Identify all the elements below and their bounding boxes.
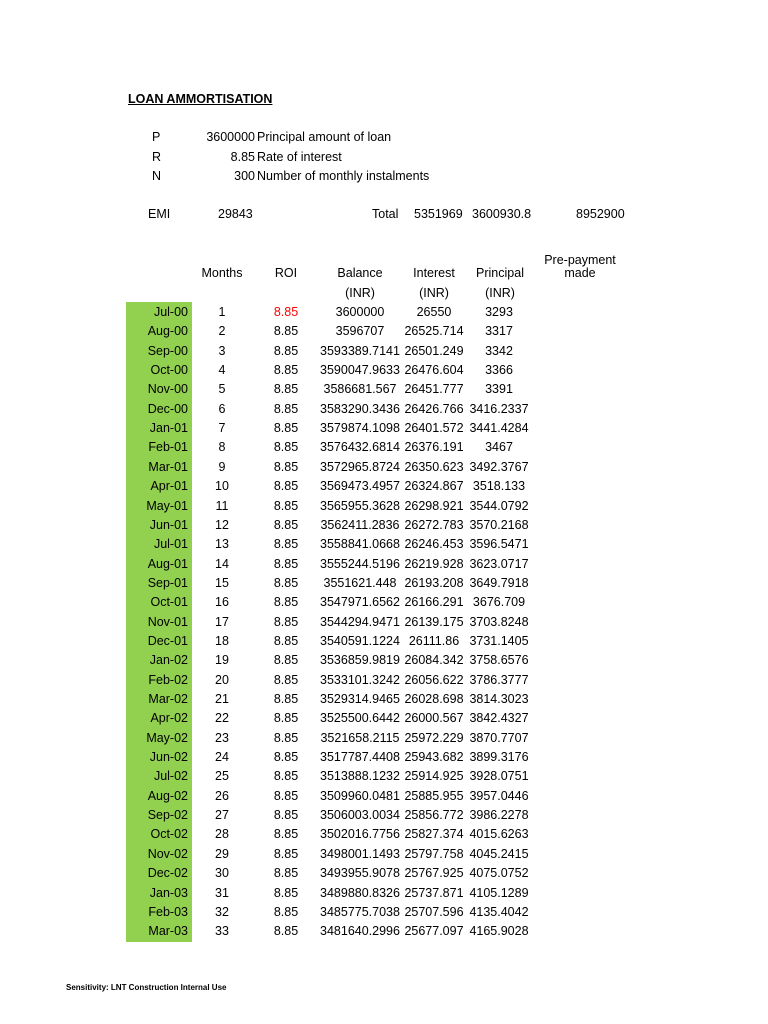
header-interest: Interest — [413, 266, 455, 280]
month-cell: Jun-02 — [149, 750, 188, 764]
month-cell: Mar-01 — [148, 460, 188, 474]
total-interest: 5351969 — [414, 207, 463, 221]
balance-cell: 3513888.1232 — [320, 769, 400, 783]
principal-cell: 3814.3023 — [469, 692, 529, 706]
month-number-cell: 13 — [215, 537, 229, 551]
roi-cell: 8.85 — [273, 402, 299, 416]
roi-cell: 8.85 — [273, 673, 299, 687]
principal-cell: 3317 — [485, 324, 513, 338]
balance-cell: 3489880.8326 — [320, 886, 400, 900]
header-principal-unit: (INR) — [485, 286, 515, 300]
roi-cell: 8.85 — [273, 866, 299, 880]
principal-cell: 3416.2337 — [469, 402, 529, 416]
interest-cell: 26550 — [416, 305, 452, 319]
param-value-r: 8.85 — [230, 150, 255, 164]
param-desc-r: Rate of interest — [257, 150, 342, 164]
header-interest-unit: (INR) — [419, 286, 449, 300]
month-number-cell: 31 — [215, 886, 229, 900]
roi-cell: 8.85 — [273, 731, 299, 745]
document-title: LOAN AMMORTISATION — [128, 92, 273, 106]
interest-cell: 25856.772 — [404, 808, 464, 822]
month-cell: Nov-02 — [147, 847, 188, 861]
month-cell: Oct-00 — [150, 363, 188, 377]
principal-cell: 3703.8248 — [469, 615, 529, 629]
balance-cell: 3502016.7756 — [320, 827, 400, 841]
month-number-cell: 5 — [218, 382, 226, 396]
interest-cell: 26350.623 — [404, 460, 464, 474]
month-cell: Jun-01 — [149, 518, 188, 532]
month-cell: Dec-02 — [147, 866, 188, 880]
interest-cell: 26476.604 — [404, 363, 464, 377]
interest-cell: 26525.714 — [404, 324, 464, 338]
roi-cell: 8.85 — [273, 421, 299, 435]
interest-cell: 26028.698 — [404, 692, 464, 706]
principal-cell: 3492.3767 — [469, 460, 529, 474]
roi-cell: 8.85 — [273, 827, 299, 841]
principal-cell: 4015.6263 — [469, 827, 529, 841]
header-months: Months — [201, 266, 243, 280]
interest-cell: 26111.86 — [408, 634, 460, 648]
month-number-cell: 7 — [218, 421, 226, 435]
principal-cell: 3731.1405 — [469, 634, 529, 648]
month-number-cell: 29 — [215, 847, 229, 861]
month-number-cell: 27 — [215, 808, 229, 822]
roi-cell: 8.85 — [273, 634, 299, 648]
roi-cell: 8.85 — [273, 382, 299, 396]
month-cell: Jan-01 — [149, 421, 188, 435]
total-principal: 3600930.8 — [472, 207, 532, 221]
principal-cell: 3570.2168 — [469, 518, 529, 532]
interest-cell: 26401.572 — [404, 421, 464, 435]
total-sum: 8952900 — [576, 207, 625, 221]
principal-cell: 3342 — [485, 344, 513, 358]
interest-cell: 25737.871 — [404, 886, 464, 900]
roi-cell: 8.85 — [273, 711, 299, 725]
param-key-p: P — [152, 130, 161, 144]
principal-cell: 3467 — [485, 440, 513, 454]
roi-cell: 8.85 — [273, 576, 299, 590]
month-number-cell: 9 — [218, 460, 226, 474]
principal-cell: 3928.0751 — [469, 769, 529, 783]
roi-cell: 8.85 — [273, 847, 299, 861]
balance-cell: 3525500.6442 — [320, 711, 400, 725]
month-number-cell: 21 — [215, 692, 229, 706]
month-number-cell: 17 — [215, 615, 229, 629]
roi-cell: 8.85 — [273, 499, 299, 513]
month-cell: Feb-02 — [148, 673, 188, 687]
interest-cell: 25677.097 — [404, 924, 464, 938]
balance-cell: 3565955.3628 — [320, 499, 400, 513]
interest-cell: 26056.622 — [404, 673, 464, 687]
month-number-cell: 22 — [215, 711, 229, 725]
month-cell: Sep-01 — [147, 576, 188, 590]
balance-cell: 3596707 — [335, 324, 385, 338]
interest-cell: 26376.191 — [404, 440, 464, 454]
principal-cell: 4165.9028 — [469, 924, 529, 938]
month-number-cell: 24 — [215, 750, 229, 764]
principal-cell: 4075.0752 — [469, 866, 529, 880]
roi-cell: 8.85 — [273, 537, 299, 551]
month-cell: Aug-02 — [147, 789, 188, 803]
balance-cell: 3506003.0034 — [320, 808, 400, 822]
month-cell: Nov-01 — [147, 615, 188, 629]
principal-cell: 4045.2415 — [469, 847, 529, 861]
header-balance-unit: (INR) — [345, 286, 375, 300]
interest-cell: 26166.291 — [404, 595, 464, 609]
month-cell: May-02 — [146, 731, 188, 745]
month-number-cell: 25 — [215, 769, 229, 783]
month-number-cell: 2 — [218, 324, 226, 338]
principal-cell: 3366 — [485, 363, 513, 377]
month-cell: Mar-02 — [148, 692, 188, 706]
header-roi: ROI — [274, 266, 298, 280]
interest-cell: 25797.758 — [404, 847, 464, 861]
month-number-cell: 12 — [215, 518, 229, 532]
interest-cell: 25767.925 — [404, 866, 464, 880]
month-cell: Aug-01 — [147, 557, 188, 571]
principal-cell: 3786.3777 — [469, 673, 529, 687]
month-cell: Jan-03 — [149, 886, 188, 900]
principal-cell: 3649.7918 — [469, 576, 529, 590]
month-number-cell: 3 — [218, 344, 226, 358]
balance-cell: 3493955.9078 — [320, 866, 400, 880]
balance-cell: 3562411.2836 — [320, 518, 400, 532]
principal-cell: 3596.5471 — [469, 537, 529, 551]
principal-cell: 3842.4327 — [469, 711, 529, 725]
month-number-cell: 8 — [218, 440, 226, 454]
month-number-cell: 4 — [218, 363, 226, 377]
interest-cell: 25885.955 — [404, 789, 464, 803]
balance-cell: 3569473.4957 — [320, 479, 400, 493]
interest-cell: 26246.453 — [404, 537, 464, 551]
balance-cell: 3536859.9819 — [320, 653, 400, 667]
roi-cell: 8.85 — [273, 789, 299, 803]
principal-cell: 3899.3176 — [469, 750, 529, 764]
month-cell: Jul-00 — [153, 305, 188, 319]
interest-cell: 26451.777 — [404, 382, 464, 396]
balance-cell: 3529314.9465 — [320, 692, 400, 706]
month-number-cell: 1 — [218, 305, 226, 319]
interest-cell: 26139.175 — [404, 615, 464, 629]
principal-cell: 3293 — [485, 305, 513, 319]
param-value-p: 3600000 — [206, 130, 255, 144]
month-cell: Mar-03 — [148, 924, 188, 938]
principal-cell: 3623.0717 — [469, 557, 529, 571]
principal-cell: 3986.2278 — [469, 808, 529, 822]
roi-cell: 8.85 — [273, 924, 299, 938]
param-key-n: N — [152, 169, 162, 183]
param-key-r: R — [152, 150, 162, 164]
principal-cell: 3518.133 — [472, 479, 526, 493]
month-number-cell: 28 — [215, 827, 229, 841]
principal-cell: 3676.709 — [472, 595, 526, 609]
roi-cell: 8.85 — [273, 324, 299, 338]
month-cell: Jan-02 — [149, 653, 188, 667]
interest-cell: 26000.567 — [404, 711, 464, 725]
balance-cell: 3555244.5196 — [320, 557, 400, 571]
month-number-cell: 18 — [215, 634, 229, 648]
month-number-cell: 11 — [215, 499, 229, 513]
roi-cell: 8.85 — [273, 557, 299, 571]
principal-cell: 3544.0792 — [469, 499, 529, 513]
balance-cell: 3498001.1493 — [320, 847, 400, 861]
month-number-cell: 32 — [215, 905, 229, 919]
interest-cell: 25972.229 — [404, 731, 464, 745]
month-cell: Aug-00 — [147, 324, 188, 338]
balance-cell: 3521658.2115 — [320, 731, 400, 745]
roi-cell: 8.85 — [273, 905, 299, 919]
balance-cell: 3558841.0668 — [320, 537, 400, 551]
interest-cell: 25914.925 — [404, 769, 464, 783]
interest-cell: 25707.596 — [404, 905, 464, 919]
roi-cell: 8.85 — [273, 479, 299, 493]
month-number-cell: 33 — [215, 924, 229, 938]
interest-cell: 25943.682 — [404, 750, 464, 764]
balance-cell: 3600000 — [335, 305, 385, 319]
balance-cell: 3485775.7038 — [320, 905, 400, 919]
interest-cell: 26501.249 — [404, 344, 464, 358]
balance-cell: 3583290.3436 — [320, 402, 400, 416]
balance-cell: 3576432.6814 — [320, 440, 400, 454]
principal-cell: 3758.6576 — [469, 653, 529, 667]
interest-cell: 26426.766 — [404, 402, 464, 416]
sensitivity-footer: Sensitivity: LNT Construction Internal Use — [66, 983, 227, 992]
month-cell: Apr-02 — [150, 711, 188, 725]
balance-cell: 3544294.9471 — [320, 615, 400, 629]
month-number-cell: 19 — [215, 653, 229, 667]
roi-cell: 8.85 — [273, 595, 299, 609]
balance-cell: 3572965.8724 — [320, 460, 400, 474]
interest-cell: 26272.783 — [404, 518, 464, 532]
interest-cell: 26219.928 — [404, 557, 464, 571]
roi-cell: 8.85 — [273, 344, 299, 358]
month-number-cell: 15 — [215, 576, 229, 590]
roi-cell: 8.85 — [273, 460, 299, 474]
month-cell: Jul-01 — [153, 537, 188, 551]
month-number-cell: 6 — [218, 402, 226, 416]
month-cell: Apr-01 — [150, 479, 188, 493]
month-number-cell: 10 — [215, 479, 229, 493]
interest-cell: 26324.867 — [404, 479, 464, 493]
balance-cell: 3547971.6562 — [320, 595, 400, 609]
month-cell: Nov-00 — [147, 382, 188, 396]
balance-cell: 3579874.1098 — [320, 421, 400, 435]
month-number-cell: 30 — [215, 866, 229, 880]
balance-cell: 3517787.4408 — [320, 750, 400, 764]
month-number-cell: 14 — [215, 557, 229, 571]
total-label: Total — [372, 207, 399, 221]
month-number-cell: 16 — [215, 595, 229, 609]
emi-value: 29843 — [218, 207, 253, 221]
principal-cell: 3870.7707 — [469, 731, 529, 745]
principal-cell: 4105.1289 — [469, 886, 529, 900]
month-cell: Dec-00 — [147, 402, 188, 416]
header-balance: Balance — [337, 266, 383, 280]
header-principal: Principal — [476, 266, 524, 280]
interest-cell: 26298.921 — [404, 499, 464, 513]
balance-cell: 3586681.567 — [323, 382, 397, 396]
roi-cell: 8.85 — [273, 305, 299, 319]
month-cell: Sep-00 — [147, 344, 188, 358]
balance-cell: 3590047.9633 — [320, 363, 400, 377]
roi-cell: 8.85 — [273, 750, 299, 764]
interest-cell: 25827.374 — [404, 827, 464, 841]
param-desc-n: Number of monthly instalments — [257, 169, 430, 183]
principal-cell: 3957.0446 — [469, 789, 529, 803]
roi-cell: 8.85 — [273, 518, 299, 532]
balance-cell: 3593389.7141 — [320, 344, 400, 358]
month-cell: Sep-02 — [147, 808, 188, 822]
roi-cell: 8.85 — [273, 653, 299, 667]
interest-cell: 26084.342 — [404, 653, 464, 667]
interest-cell: 26193.208 — [404, 576, 464, 590]
roi-cell: 8.85 — [273, 440, 299, 454]
roi-cell: 8.85 — [273, 808, 299, 822]
principal-cell: 3441.4284 — [469, 421, 529, 435]
balance-cell: 3540591.1224 — [320, 634, 400, 648]
month-number-cell: 20 — [215, 673, 229, 687]
month-number-cell: 23 — [215, 731, 229, 745]
emi-label: EMI — [148, 207, 171, 221]
month-cell: Feb-01 — [148, 440, 188, 454]
balance-cell: 3533101.3242 — [320, 673, 400, 687]
balance-cell: 3509960.0481 — [320, 789, 400, 803]
param-value-n: 300 — [234, 169, 255, 183]
principal-cell: 4135.4042 — [469, 905, 529, 919]
month-cell: Dec-01 — [147, 634, 188, 648]
month-cell: Oct-01 — [150, 595, 188, 609]
roi-cell: 8.85 — [273, 769, 299, 783]
month-number-cell: 26 — [215, 789, 229, 803]
roi-cell: 8.85 — [273, 886, 299, 900]
roi-cell: 8.85 — [273, 363, 299, 377]
param-desc-p: Principal amount of loan — [257, 130, 392, 144]
month-cell: Feb-03 — [148, 905, 188, 919]
roi-cell: 8.85 — [273, 692, 299, 706]
roi-cell: 8.85 — [273, 615, 299, 629]
month-cell: Oct-02 — [150, 827, 188, 841]
balance-cell: 3481640.2996 — [320, 924, 400, 938]
month-cell: Jul-02 — [153, 769, 188, 783]
header-prepayment-made: made — [564, 266, 596, 280]
header-prepayment: Pre-payment — [544, 253, 616, 267]
month-cell: May-01 — [146, 499, 188, 513]
principal-cell: 3391 — [485, 382, 513, 396]
balance-cell: 3551621.448 — [323, 576, 397, 590]
